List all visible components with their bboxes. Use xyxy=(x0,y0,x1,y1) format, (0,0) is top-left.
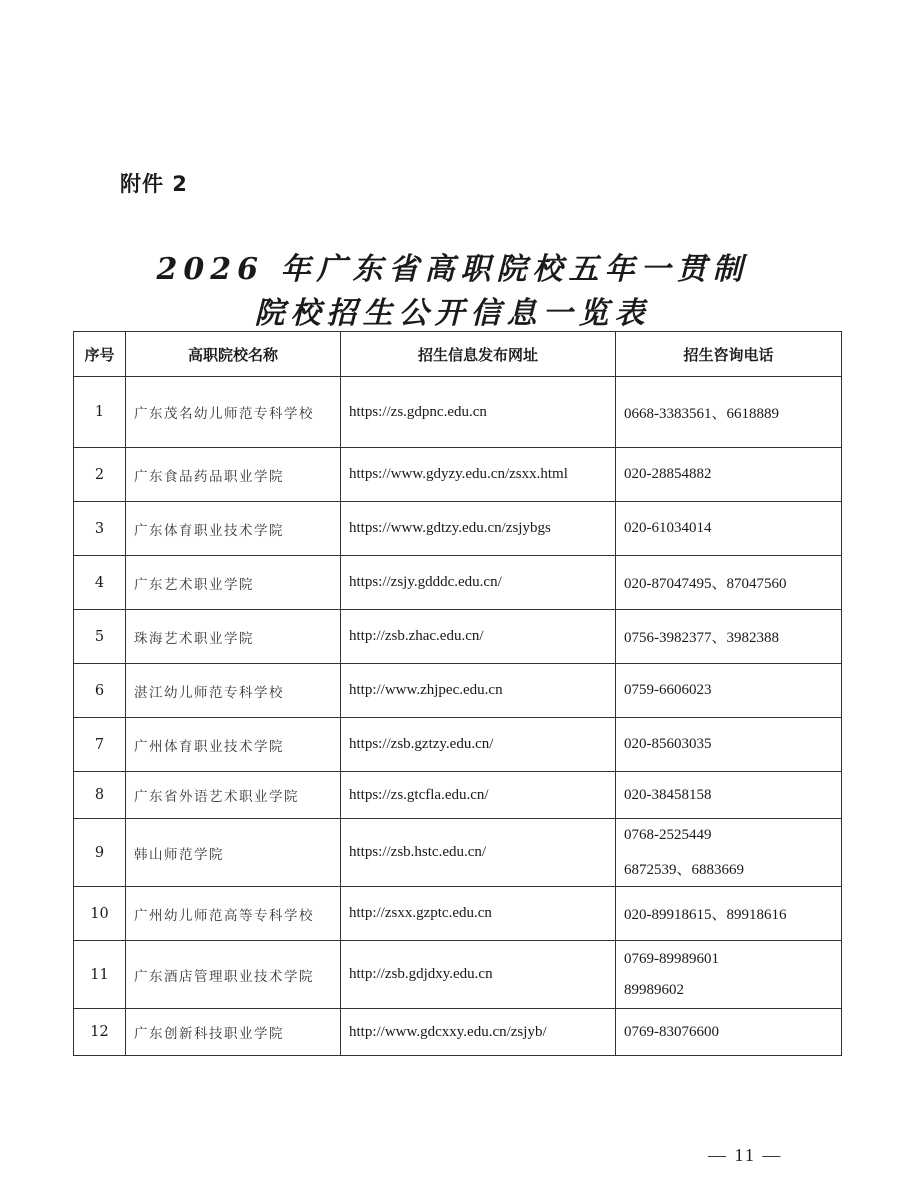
header-phone: 招生咨询电话 xyxy=(616,332,842,377)
school-name: 广州体育职业技术学院 xyxy=(126,718,341,772)
table-row xyxy=(74,610,842,664)
school-name: 广州幼儿师范高等专科学校 xyxy=(126,887,341,941)
phone-number-cell xyxy=(616,819,842,887)
table-row xyxy=(74,718,842,772)
phone-number: 020-89918615、89918616 xyxy=(616,887,842,941)
phone-number-secondary: 6872539、6883669 xyxy=(624,861,745,878)
website-link[interactable]: https://zsjy.gdddc.edu.cn/ xyxy=(341,556,616,610)
phone-number: 0759-6606023 xyxy=(616,664,842,718)
table-row xyxy=(74,664,842,718)
phone-number: 020-85603035 xyxy=(616,718,842,772)
table-row xyxy=(74,448,842,502)
phone-number-secondary: 89989602 xyxy=(624,981,684,998)
header-website: 招生信息发布网址 xyxy=(341,332,616,377)
admissions-info-table xyxy=(73,331,842,1056)
website-link[interactable]: http://zsb.zhac.edu.cn/ xyxy=(341,610,616,664)
website-link[interactable]: http://zsb.gdjdxy.edu.cn xyxy=(341,941,616,1009)
header-serial-number: 序号 xyxy=(74,332,126,377)
phone-number: 0756-3982377、3982388 xyxy=(616,610,842,664)
table-row xyxy=(74,502,842,556)
school-name: 广东酒店管理职业技术学院 xyxy=(126,941,341,1009)
website-link[interactable]: http://www.gdcxxy.edu.cn/zsjyb/ xyxy=(341,1009,616,1056)
phone-number: 020-61034014 xyxy=(616,502,842,556)
row-number: 6 xyxy=(74,664,126,718)
row-number: 3 xyxy=(74,502,126,556)
website-link[interactable]: https://zs.gdpnc.edu.cn xyxy=(341,377,616,448)
website-link[interactable]: https://www.gdyzy.edu.cn/zsxx.html xyxy=(341,448,616,502)
phone-number: 0769-89989601 xyxy=(624,950,719,967)
row-number: 9 xyxy=(74,819,126,887)
row-number: 11 xyxy=(74,941,126,1009)
website-link[interactable]: http://www.zhjpec.edu.cn xyxy=(341,664,616,718)
phone-number: 0768-2525449 xyxy=(624,826,712,843)
document-title-line-2: 院校招生公开信息一览表 xyxy=(254,296,651,331)
phone-number: 0668-3383561、6618889 xyxy=(616,377,842,448)
header-school-name: 高职院校名称 xyxy=(126,332,341,377)
table-header-row xyxy=(74,332,842,377)
page-number: — 11 — xyxy=(708,1145,783,1165)
row-number: 5 xyxy=(74,610,126,664)
website-link[interactable]: https://zs.gtcfla.edu.cn/ xyxy=(341,772,616,819)
school-name: 韩山师范学院 xyxy=(126,819,341,887)
table-row xyxy=(74,772,842,819)
school-name: 广东省外语艺术职业学院 xyxy=(126,772,341,819)
document-title-line-1: 2026 年广东省高职院校五年一贯制 xyxy=(156,252,749,287)
row-number: 4 xyxy=(74,556,126,610)
row-number: 8 xyxy=(74,772,126,819)
row-number: 10 xyxy=(74,887,126,941)
row-number: 1 xyxy=(74,377,126,448)
phone-number-cell xyxy=(616,941,842,1009)
table-row xyxy=(74,941,842,1009)
school-name: 湛江幼儿师范专科学校 xyxy=(126,664,341,718)
website-link[interactable]: https://zsb.hstc.edu.cn/ xyxy=(341,819,616,887)
website-link[interactable]: https://zsb.gztzy.edu.cn/ xyxy=(341,718,616,772)
school-name: 广东体育职业技术学院 xyxy=(126,502,341,556)
row-number: 12 xyxy=(74,1009,126,1056)
website-link[interactable]: https://www.gdtzy.edu.cn/zsjybgs xyxy=(341,502,616,556)
phone-number: 020-38458158 xyxy=(616,772,842,819)
row-number: 7 xyxy=(74,718,126,772)
website-link[interactable]: http://zsxx.gzptc.edu.cn xyxy=(341,887,616,941)
school-name: 广东创新科技职业学院 xyxy=(126,1009,341,1056)
school-name: 珠海艺术职业学院 xyxy=(126,610,341,664)
phone-number: 020-28854882 xyxy=(616,448,842,502)
phone-number: 020-87047495、87047560 xyxy=(616,556,842,610)
table-row xyxy=(74,377,842,448)
school-name: 广东食品药品职业学院 xyxy=(126,448,341,502)
row-number: 2 xyxy=(74,448,126,502)
school-name: 广东茂名幼儿师范专科学校 xyxy=(126,377,341,448)
table-row xyxy=(74,556,842,610)
table-row xyxy=(74,1009,842,1056)
table-row xyxy=(74,819,842,887)
phone-number: 0769-83076600 xyxy=(616,1009,842,1056)
table-row xyxy=(74,887,842,941)
school-name: 广东艺术职业学院 xyxy=(126,556,341,610)
attachment-label: 附件 2 xyxy=(120,172,188,196)
